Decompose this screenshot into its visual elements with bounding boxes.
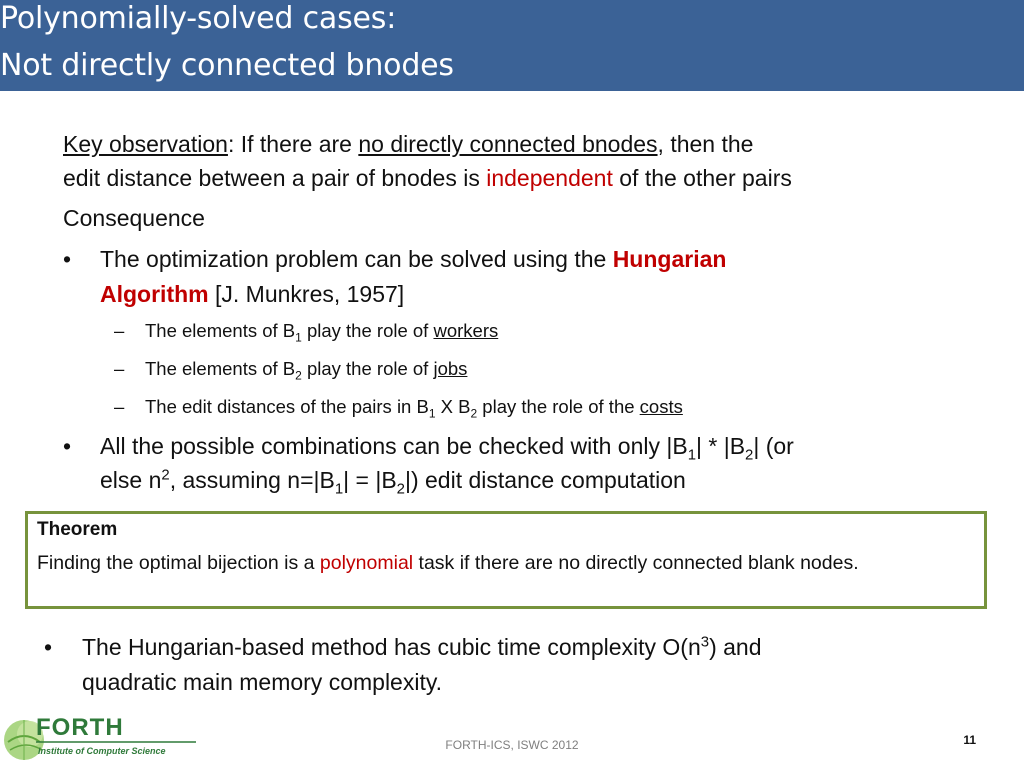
bullet2-line2: [100, 463, 686, 497]
bullet1-line1: [100, 242, 726, 276]
bullet2-text: | * |B: [696, 433, 746, 459]
subitem-text: play the role of: [301, 358, 434, 379]
theorem-text-end: task if there are no directly connected blank nodes.: [413, 552, 859, 574]
key-observation-text: : If there are: [227, 131, 359, 157]
subitem-workers: [145, 317, 498, 345]
bullet2-text: , assuming n=|B: [169, 467, 335, 493]
bullet2-text: | = |B: [343, 467, 397, 493]
subscript: 1: [428, 406, 436, 421]
subitem-text: play the role of the: [477, 396, 640, 417]
logo-wordmark: FORTH: [36, 714, 124, 741]
bullet3-line2: quadratic main memory complexity.: [82, 669, 443, 695]
key-observation-line1: [63, 127, 753, 161]
bullet2-text: All the possible combinations can be checked with only |B: [100, 433, 688, 459]
subitem-text: X B: [435, 396, 471, 417]
bullet3-text: The Hungarian-based method has cubic time complexity O(n: [82, 634, 701, 660]
subitem-text: The elements of B: [145, 358, 296, 379]
subitem-text: The elements of B: [145, 320, 296, 341]
subscript: 2: [745, 446, 754, 464]
bullet1-text: The optimization problem can be solved using the: [100, 246, 613, 272]
bullet2-text: | (or: [753, 433, 794, 459]
jobs-term: jobs: [433, 358, 468, 379]
slide-title-line1: Polynomially-solved cases:: [0, 1, 397, 36]
no-directly-connected-phrase: no directly connected bnodes: [358, 131, 658, 157]
subscript: 1: [687, 446, 697, 464]
theorem-heading: Theorem: [37, 519, 118, 540]
subitem-text: The edit distances of the pairs in B: [145, 396, 429, 417]
superscript: 2: [161, 466, 170, 484]
subscript: 2: [295, 368, 302, 383]
bullet-marker: •: [44, 634, 53, 660]
hungarian-highlight: Hungarian: [612, 246, 727, 272]
title-bar: [0, 0, 1024, 91]
bullet1-line2: [100, 277, 404, 311]
polynomial-highlight: polynomial: [319, 552, 414, 574]
key-observation-line2-end: of the other pairs: [612, 165, 792, 191]
bullet-marker: •: [63, 246, 72, 272]
key-observation-text-end: , then the: [657, 131, 754, 157]
footer-text: FORTH-ICS, ISWC 2012: [445, 738, 579, 752]
dash-marker: –: [114, 320, 125, 341]
page-number: 11: [963, 733, 976, 747]
theorem-text: Finding the optimal bijection is a: [37, 552, 320, 574]
theorem-statement: [37, 549, 981, 578]
key-observation-line2: [63, 161, 792, 195]
subitem-text: play the role of: [301, 320, 434, 341]
bullet2-text: else n: [100, 467, 162, 493]
algorithm-highlight: Algorithm: [100, 281, 209, 307]
subitem-jobs: [145, 355, 467, 383]
subscript: 1: [295, 330, 302, 345]
bullet3-text: ) and: [709, 634, 762, 660]
dash-marker: –: [114, 358, 125, 379]
logo-subtitle: Institute of Computer Science: [38, 746, 166, 756]
theorem-box: [25, 511, 987, 609]
key-observation-line2-text: edit distance between a pair of bnodes is: [63, 165, 487, 191]
superscript: 3: [700, 633, 710, 651]
munkres-citation: [J. Munkres, 1957]: [208, 281, 405, 307]
bullet2-text: |) edit distance computation: [404, 467, 686, 493]
independent-highlight: independent: [486, 165, 613, 191]
subscript: 2: [396, 480, 405, 498]
workers-term: workers: [433, 320, 499, 341]
subscript: 2: [470, 406, 478, 421]
bullet-marker: •: [63, 433, 72, 459]
slide-title-line2: Not directly connected bnodes: [0, 48, 454, 83]
subitem-costs: [145, 393, 683, 421]
bullet3-line1: [82, 630, 762, 664]
key-observation-label: Key observation: [63, 131, 228, 157]
bullet2-line1: [100, 429, 794, 463]
subscript: 1: [334, 480, 344, 498]
consequence-heading: Consequence: [63, 205, 205, 231]
dash-marker: –: [114, 396, 125, 417]
costs-term: costs: [639, 396, 683, 417]
